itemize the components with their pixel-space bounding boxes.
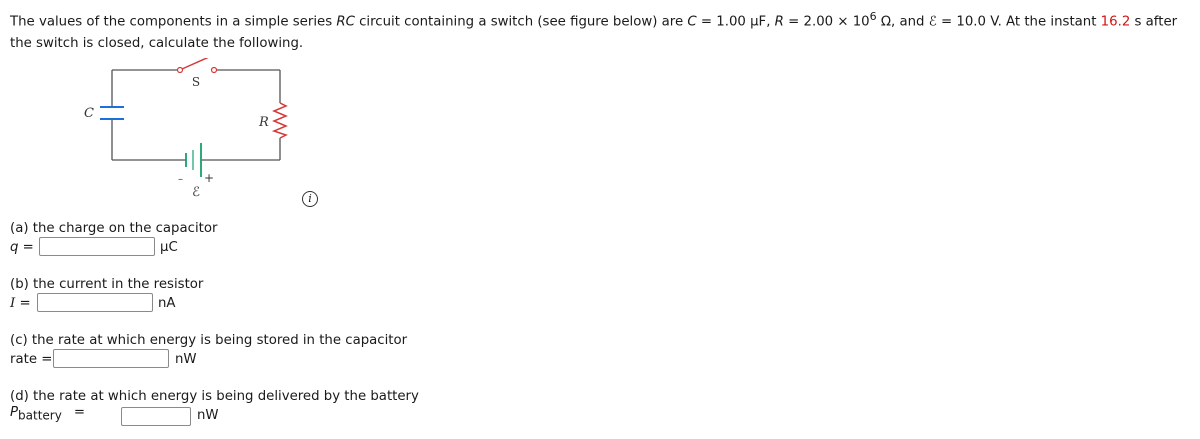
circuit-diagram [80,58,310,198]
switch-label: S [191,75,201,89]
capacitor-label: C [84,106,94,121]
charge-input[interactable] [39,237,155,256]
emf-label: ℰ [192,185,200,198]
rc-symbol: RC [336,14,355,30]
problem-statement: The values of the components in a simple series RC circuit containing a switch (see figure below) are C = 1.00 μF, $R = 2.00 \times 10^6$ Ω, and ℰ = 10.0 V. At the instant 16.2 s after the switch is closed, calculate the following. [10,10,1178,52]
question-c-label: rate = [10,352,53,367]
charge-unit: μC [160,240,178,255]
current-input[interactable] [37,293,153,312]
battery-power-input[interactable] [121,407,191,426]
current-unit: nA [158,296,176,311]
question-d-prompt: (d) the rate at which energy is being delivered by the battery [10,389,419,404]
question-b-prompt: (b) the current in the resistor [10,277,204,292]
r-symbol: R [774,14,784,30]
resistor [274,103,286,138]
rate-input[interactable] [53,349,169,368]
battery [186,143,201,177]
switch [178,58,217,73]
question-a-label: q = [10,240,34,255]
c-symbol: C [687,14,697,30]
capacitor [100,107,124,119]
battery-minus: – [178,174,183,185]
exponent: 6 [869,10,877,23]
time-value: 16.2 [1100,14,1131,30]
resistor-label: R [259,115,269,130]
rate-unit: nW [175,352,197,367]
info-icon[interactable]: i [302,191,318,207]
battery-plus: + [204,171,215,185]
question-a-prompt: (a) the charge on the capacitor [10,221,218,236]
question-d-label: $P_{battery}$ = [10,405,85,423]
question-c-prompt: (c) the rate at which energy is being stored in the capacitor [10,333,408,348]
question-b-label: I = [10,296,31,311]
battery-power-unit: nW [197,408,219,423]
